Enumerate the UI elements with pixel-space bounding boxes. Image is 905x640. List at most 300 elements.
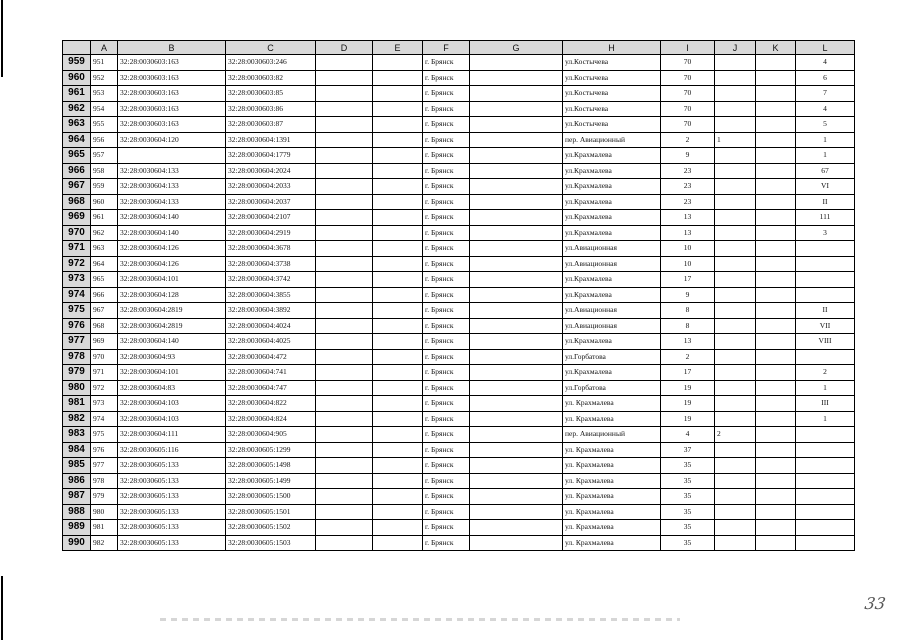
cell-f[interactable]: г. Брянск <box>423 334 470 350</box>
cell-f[interactable]: г. Брянск <box>423 241 470 257</box>
row-number[interactable]: 978 <box>63 349 91 365</box>
cell-k[interactable] <box>756 411 796 427</box>
cell-h[interactable]: ул.Горбатова <box>563 380 661 396</box>
cell-a[interactable]: 953 <box>91 86 118 102</box>
cell-e[interactable] <box>373 349 423 365</box>
cell-l[interactable] <box>796 504 855 520</box>
cell-e[interactable] <box>373 458 423 474</box>
cell-i[interactable]: 37 <box>661 442 715 458</box>
cell-c[interactable]: 32:28:0030603:87 <box>226 117 316 133</box>
cell-g[interactable] <box>470 272 563 288</box>
cell-k[interactable] <box>756 303 796 319</box>
cell-f[interactable]: г. Брянск <box>423 70 470 86</box>
cell-j[interactable] <box>715 334 756 350</box>
cell-d[interactable] <box>316 241 373 257</box>
cell-d[interactable] <box>316 86 373 102</box>
cell-d[interactable] <box>316 318 373 334</box>
cell-l[interactable] <box>796 272 855 288</box>
cell-b[interactable]: 32:28:0030604:133 <box>118 179 226 195</box>
row-number[interactable]: 961 <box>63 86 91 102</box>
cell-j[interactable] <box>715 489 756 505</box>
cell-f[interactable]: г. Брянск <box>423 318 470 334</box>
cell-d[interactable] <box>316 334 373 350</box>
cell-d[interactable] <box>316 179 373 195</box>
cell-i[interactable]: 35 <box>661 520 715 536</box>
cell-d[interactable] <box>316 148 373 164</box>
cell-l[interactable] <box>796 256 855 272</box>
cell-i[interactable]: 9 <box>661 148 715 164</box>
cell-j[interactable] <box>715 380 756 396</box>
cell-h[interactable]: ул.Авиационная <box>563 241 661 257</box>
cell-f[interactable]: г. Брянск <box>423 272 470 288</box>
cell-g[interactable] <box>470 458 563 474</box>
cell-a[interactable]: 973 <box>91 396 118 412</box>
cell-g[interactable] <box>470 210 563 226</box>
cell-k[interactable] <box>756 489 796 505</box>
cell-h[interactable]: ул.Авиационная <box>563 318 661 334</box>
cell-d[interactable] <box>316 225 373 241</box>
cell-l[interactable]: 1 <box>796 148 855 164</box>
cell-f[interactable]: г. Брянск <box>423 365 470 381</box>
cell-b[interactable]: 32:28:0030605:133 <box>118 458 226 474</box>
cell-b[interactable]: 32:28:0030604:126 <box>118 256 226 272</box>
cell-e[interactable] <box>373 86 423 102</box>
cell-i[interactable]: 13 <box>661 334 715 350</box>
cell-g[interactable] <box>470 489 563 505</box>
cell-c[interactable]: 32:28:0030605:1498 <box>226 458 316 474</box>
cell-f[interactable]: г. Брянск <box>423 396 470 412</box>
cell-a[interactable]: 971 <box>91 365 118 381</box>
cell-e[interactable] <box>373 334 423 350</box>
cell-b[interactable]: 32:28:0030604:111 <box>118 427 226 443</box>
cell-k[interactable] <box>756 241 796 257</box>
cell-g[interactable] <box>470 535 563 551</box>
cell-g[interactable] <box>470 380 563 396</box>
cell-c[interactable]: 32:28:0030604:3855 <box>226 287 316 303</box>
cell-b[interactable]: 32:28:0030604:101 <box>118 272 226 288</box>
cell-c[interactable]: 32:28:0030605:1299 <box>226 442 316 458</box>
cell-b[interactable]: 32:28:0030604:103 <box>118 396 226 412</box>
cell-f[interactable]: г. Брянск <box>423 380 470 396</box>
cell-d[interactable] <box>316 442 373 458</box>
cell-j[interactable] <box>715 349 756 365</box>
cell-h[interactable]: ул. Крахмалева <box>563 535 661 551</box>
cell-b[interactable]: 32:28:0030603:163 <box>118 101 226 117</box>
cell-f[interactable]: г. Брянск <box>423 55 470 71</box>
cell-c[interactable]: 32:28:0030603:86 <box>226 101 316 117</box>
cell-d[interactable] <box>316 101 373 117</box>
cell-f[interactable]: г. Брянск <box>423 101 470 117</box>
row-number[interactable]: 979 <box>63 365 91 381</box>
cell-e[interactable] <box>373 148 423 164</box>
cell-h[interactable]: ул.Костычева <box>563 117 661 133</box>
cell-h[interactable]: ул.Костычева <box>563 70 661 86</box>
cell-b[interactable]: 32:28:0030605:133 <box>118 473 226 489</box>
cell-g[interactable] <box>470 504 563 520</box>
cell-a[interactable]: 962 <box>91 225 118 241</box>
cell-e[interactable] <box>373 256 423 272</box>
cell-k[interactable] <box>756 132 796 148</box>
cell-d[interactable] <box>316 303 373 319</box>
cell-e[interactable] <box>373 504 423 520</box>
cell-i[interactable]: 4 <box>661 427 715 443</box>
cell-f[interactable]: г. Брянск <box>423 520 470 536</box>
cell-d[interactable] <box>316 349 373 365</box>
cell-d[interactable] <box>316 365 373 381</box>
cell-g[interactable] <box>470 303 563 319</box>
cell-j[interactable] <box>715 535 756 551</box>
cell-k[interactable] <box>756 427 796 443</box>
cell-g[interactable] <box>470 163 563 179</box>
cell-j[interactable] <box>715 163 756 179</box>
cell-e[interactable] <box>373 55 423 71</box>
cell-i[interactable]: 13 <box>661 225 715 241</box>
row-number[interactable]: 962 <box>63 101 91 117</box>
cell-h[interactable]: ул.Крахмалева <box>563 272 661 288</box>
cell-j[interactable] <box>715 520 756 536</box>
column-header-e[interactable]: E <box>373 41 423 55</box>
cell-h[interactable]: ул.Крахмалева <box>563 163 661 179</box>
row-number[interactable]: 982 <box>63 411 91 427</box>
row-number[interactable]: 990 <box>63 535 91 551</box>
cell-k[interactable] <box>756 520 796 536</box>
cell-a[interactable]: 960 <box>91 194 118 210</box>
cell-k[interactable] <box>756 55 796 71</box>
row-number[interactable]: 968 <box>63 194 91 210</box>
cell-i[interactable]: 17 <box>661 365 715 381</box>
cell-e[interactable] <box>373 241 423 257</box>
cell-i[interactable]: 2 <box>661 132 715 148</box>
cell-k[interactable] <box>756 442 796 458</box>
cell-c[interactable]: 32:28:0030605:1500 <box>226 489 316 505</box>
cell-b[interactable]: 32:28:0030605:116 <box>118 442 226 458</box>
cell-g[interactable] <box>470 520 563 536</box>
cell-c[interactable]: 32:28:0030604:2107 <box>226 210 316 226</box>
cell-c[interactable]: 32:28:0030604:905 <box>226 427 316 443</box>
column-header-j[interactable]: J <box>715 41 756 55</box>
cell-l[interactable] <box>796 458 855 474</box>
cell-a[interactable]: 955 <box>91 117 118 133</box>
cell-b[interactable]: 32:28:0030603:163 <box>118 86 226 102</box>
cell-h[interactable]: ул.Горбатова <box>563 349 661 365</box>
cell-d[interactable] <box>316 55 373 71</box>
row-number[interactable]: 969 <box>63 210 91 226</box>
cell-h[interactable]: ул.Крахмалева <box>563 148 661 164</box>
cell-d[interactable] <box>316 194 373 210</box>
cell-g[interactable] <box>470 70 563 86</box>
cell-i[interactable]: 10 <box>661 256 715 272</box>
cell-i[interactable]: 23 <box>661 163 715 179</box>
cell-b[interactable]: 32:28:0030604:103 <box>118 411 226 427</box>
cell-d[interactable] <box>316 427 373 443</box>
cell-a[interactable]: 951 <box>91 55 118 71</box>
cell-g[interactable] <box>470 117 563 133</box>
cell-d[interactable] <box>316 272 373 288</box>
cell-h[interactable]: ул.Крахмалева <box>563 210 661 226</box>
cell-f[interactable]: г. Брянск <box>423 117 470 133</box>
column-header-d[interactable]: D <box>316 41 373 55</box>
cell-l[interactable] <box>796 427 855 443</box>
cell-l[interactable]: 1 <box>796 132 855 148</box>
cell-b[interactable]: 32:28:0030604:101 <box>118 365 226 381</box>
cell-i[interactable]: 35 <box>661 504 715 520</box>
cell-f[interactable]: г. Брянск <box>423 179 470 195</box>
cell-b[interactable]: 32:28:0030604:83 <box>118 380 226 396</box>
row-number[interactable]: 989 <box>63 520 91 536</box>
cell-b[interactable]: 32:28:0030604:140 <box>118 210 226 226</box>
row-number[interactable]: 977 <box>63 334 91 350</box>
cell-c[interactable]: 32:28:0030604:2024 <box>226 163 316 179</box>
cell-h[interactable]: ул.Крахмалева <box>563 179 661 195</box>
cell-k[interactable] <box>756 318 796 334</box>
row-number[interactable]: 959 <box>63 55 91 71</box>
cell-k[interactable] <box>756 272 796 288</box>
cell-c[interactable]: 32:28:0030604:3738 <box>226 256 316 272</box>
cell-i[interactable]: 8 <box>661 303 715 319</box>
cell-k[interactable] <box>756 179 796 195</box>
cell-e[interactable] <box>373 365 423 381</box>
cell-c[interactable]: 32:28:0030604:741 <box>226 365 316 381</box>
cell-e[interactable] <box>373 535 423 551</box>
row-number[interactable]: 986 <box>63 473 91 489</box>
cell-c[interactable]: 32:28:0030604:4024 <box>226 318 316 334</box>
cell-j[interactable] <box>715 117 756 133</box>
cell-b[interactable]: 32:28:0030604:120 <box>118 132 226 148</box>
cell-g[interactable] <box>470 86 563 102</box>
cell-h[interactable]: ул.Крахмалева <box>563 194 661 210</box>
cell-f[interactable]: г. Брянск <box>423 489 470 505</box>
cell-f[interactable]: г. Брянск <box>423 349 470 365</box>
cell-j[interactable] <box>715 365 756 381</box>
row-number[interactable]: 987 <box>63 489 91 505</box>
cell-e[interactable] <box>373 520 423 536</box>
cell-h[interactable]: ул.Авиационная <box>563 256 661 272</box>
cell-i[interactable]: 70 <box>661 101 715 117</box>
cell-l[interactable] <box>796 241 855 257</box>
cell-d[interactable] <box>316 117 373 133</box>
cell-e[interactable] <box>373 411 423 427</box>
cell-c[interactable]: 32:28:0030603:246 <box>226 55 316 71</box>
cell-d[interactable] <box>316 458 373 474</box>
cell-g[interactable] <box>470 396 563 412</box>
row-number[interactable]: 973 <box>63 272 91 288</box>
cell-k[interactable] <box>756 535 796 551</box>
column-header-i[interactable]: I <box>661 41 715 55</box>
cell-l[interactable]: III <box>796 396 855 412</box>
cell-a[interactable]: 964 <box>91 256 118 272</box>
cell-a[interactable]: 974 <box>91 411 118 427</box>
cell-i[interactable]: 70 <box>661 117 715 133</box>
cell-c[interactable]: 32:28:0030603:85 <box>226 86 316 102</box>
cell-i[interactable]: 19 <box>661 411 715 427</box>
cell-i[interactable]: 70 <box>661 70 715 86</box>
cell-c[interactable]: 32:28:0030604:1391 <box>226 132 316 148</box>
cell-g[interactable] <box>470 349 563 365</box>
cell-h[interactable]: ул.Костычева <box>563 86 661 102</box>
cell-i[interactable]: 10 <box>661 241 715 257</box>
cell-d[interactable] <box>316 396 373 412</box>
row-number[interactable]: 971 <box>63 241 91 257</box>
cell-j[interactable] <box>715 411 756 427</box>
cell-d[interactable] <box>316 535 373 551</box>
cell-j[interactable] <box>715 210 756 226</box>
cell-j[interactable] <box>715 70 756 86</box>
cell-b[interactable]: 32:28:0030605:133 <box>118 504 226 520</box>
cell-h[interactable]: ул. Крахмалева <box>563 473 661 489</box>
cell-h[interactable]: ул.Крахмалева <box>563 287 661 303</box>
cell-l[interactable] <box>796 520 855 536</box>
cell-g[interactable] <box>470 55 563 71</box>
cell-b[interactable]: 32:28:0030605:133 <box>118 489 226 505</box>
cell-f[interactable]: г. Брянск <box>423 86 470 102</box>
cell-e[interactable] <box>373 210 423 226</box>
cell-a[interactable]: 956 <box>91 132 118 148</box>
cell-k[interactable] <box>756 287 796 303</box>
cell-e[interactable] <box>373 318 423 334</box>
cell-f[interactable]: г. Брянск <box>423 504 470 520</box>
cell-j[interactable] <box>715 458 756 474</box>
cell-c[interactable]: 32:28:0030604:3678 <box>226 241 316 257</box>
cell-i[interactable]: 35 <box>661 473 715 489</box>
cell-k[interactable] <box>756 396 796 412</box>
cell-f[interactable]: г. Брянск <box>423 132 470 148</box>
cell-c[interactable]: 32:28:0030605:1502 <box>226 520 316 536</box>
cell-f[interactable]: г. Брянск <box>423 163 470 179</box>
cell-h[interactable]: ул. Крахмалева <box>563 411 661 427</box>
cell-g[interactable] <box>470 194 563 210</box>
cell-h[interactable]: пер. Авиационный <box>563 427 661 443</box>
cell-d[interactable] <box>316 210 373 226</box>
cell-a[interactable]: 979 <box>91 489 118 505</box>
column-header-f[interactable]: F <box>423 41 470 55</box>
cell-k[interactable] <box>756 225 796 241</box>
cell-k[interactable] <box>756 504 796 520</box>
cell-a[interactable]: 972 <box>91 380 118 396</box>
cell-g[interactable] <box>470 287 563 303</box>
cell-e[interactable] <box>373 132 423 148</box>
cell-e[interactable] <box>373 427 423 443</box>
row-number[interactable]: 976 <box>63 318 91 334</box>
cell-h[interactable]: ул. Крахмалева <box>563 396 661 412</box>
cell-f[interactable]: г. Брянск <box>423 442 470 458</box>
cell-i[interactable]: 19 <box>661 396 715 412</box>
cell-c[interactable]: 32:28:0030603:82 <box>226 70 316 86</box>
cell-e[interactable] <box>373 396 423 412</box>
cell-b[interactable]: 32:28:0030605:133 <box>118 535 226 551</box>
cell-a[interactable]: 966 <box>91 287 118 303</box>
cell-k[interactable] <box>756 334 796 350</box>
cell-l[interactable]: VII <box>796 318 855 334</box>
cell-l[interactable] <box>796 489 855 505</box>
cell-c[interactable]: 32:28:0030604:822 <box>226 396 316 412</box>
row-number[interactable]: 965 <box>63 148 91 164</box>
cell-e[interactable] <box>373 225 423 241</box>
cell-l[interactable]: 4 <box>796 55 855 71</box>
column-header-h[interactable]: H <box>563 41 661 55</box>
row-number[interactable]: 974 <box>63 287 91 303</box>
cell-j[interactable] <box>715 225 756 241</box>
cell-g[interactable] <box>470 148 563 164</box>
row-number[interactable]: 983 <box>63 427 91 443</box>
cell-k[interactable] <box>756 458 796 474</box>
cell-g[interactable] <box>470 442 563 458</box>
cell-a[interactable]: 982 <box>91 535 118 551</box>
cell-a[interactable]: 968 <box>91 318 118 334</box>
cell-a[interactable]: 952 <box>91 70 118 86</box>
cell-j[interactable] <box>715 318 756 334</box>
cell-c[interactable]: 32:28:0030604:747 <box>226 380 316 396</box>
cell-c[interactable]: 32:28:0030604:824 <box>226 411 316 427</box>
cell-e[interactable] <box>373 272 423 288</box>
cell-f[interactable]: г. Брянск <box>423 411 470 427</box>
cell-g[interactable] <box>470 179 563 195</box>
cell-j[interactable] <box>715 272 756 288</box>
cell-a[interactable]: 963 <box>91 241 118 257</box>
cell-d[interactable] <box>316 256 373 272</box>
cell-i[interactable]: 17 <box>661 272 715 288</box>
row-number[interactable]: 960 <box>63 70 91 86</box>
cell-b[interactable]: 32:28:0030603:163 <box>118 70 226 86</box>
cell-i[interactable]: 8 <box>661 318 715 334</box>
cell-f[interactable]: г. Брянск <box>423 535 470 551</box>
row-number[interactable]: 975 <box>63 303 91 319</box>
cell-h[interactable]: ул.Костычева <box>563 101 661 117</box>
cell-h[interactable]: пер. Авиационный <box>563 132 661 148</box>
row-number[interactable]: 972 <box>63 256 91 272</box>
cell-j[interactable] <box>715 179 756 195</box>
cell-d[interactable] <box>316 380 373 396</box>
cell-a[interactable]: 961 <box>91 210 118 226</box>
cell-l[interactable]: 6 <box>796 70 855 86</box>
cell-i[interactable]: 2 <box>661 349 715 365</box>
cell-b[interactable]: 32:28:0030604:128 <box>118 287 226 303</box>
cell-i[interactable]: 35 <box>661 535 715 551</box>
cell-g[interactable] <box>470 411 563 427</box>
cell-l[interactable]: 1 <box>796 411 855 427</box>
cell-l[interactable] <box>796 287 855 303</box>
cell-l[interactable]: 111 <box>796 210 855 226</box>
cell-k[interactable] <box>756 194 796 210</box>
cell-d[interactable] <box>316 411 373 427</box>
cell-l[interactable] <box>796 349 855 365</box>
cell-e[interactable] <box>373 101 423 117</box>
cell-k[interactable] <box>756 473 796 489</box>
cell-d[interactable] <box>316 489 373 505</box>
cell-e[interactable] <box>373 163 423 179</box>
cell-l[interactable] <box>796 535 855 551</box>
cell-l[interactable]: VI <box>796 179 855 195</box>
cell-l[interactable]: II <box>796 194 855 210</box>
cell-j[interactable] <box>715 303 756 319</box>
cell-d[interactable] <box>316 287 373 303</box>
cell-a[interactable]: 978 <box>91 473 118 489</box>
cell-d[interactable] <box>316 163 373 179</box>
row-number[interactable]: 988 <box>63 504 91 520</box>
cell-j[interactable]: 1 <box>715 132 756 148</box>
column-header-k[interactable]: K <box>756 41 796 55</box>
cell-j[interactable] <box>715 86 756 102</box>
cell-f[interactable]: г. Брянск <box>423 427 470 443</box>
cell-e[interactable] <box>373 303 423 319</box>
cell-i[interactable]: 13 <box>661 210 715 226</box>
row-number[interactable]: 981 <box>63 396 91 412</box>
column-header-b[interactable]: B <box>118 41 226 55</box>
cell-b[interactable]: 32:28:0030604:140 <box>118 225 226 241</box>
cell-i[interactable]: 9 <box>661 287 715 303</box>
cell-l[interactable]: 3 <box>796 225 855 241</box>
cell-a[interactable]: 969 <box>91 334 118 350</box>
cell-g[interactable] <box>470 318 563 334</box>
